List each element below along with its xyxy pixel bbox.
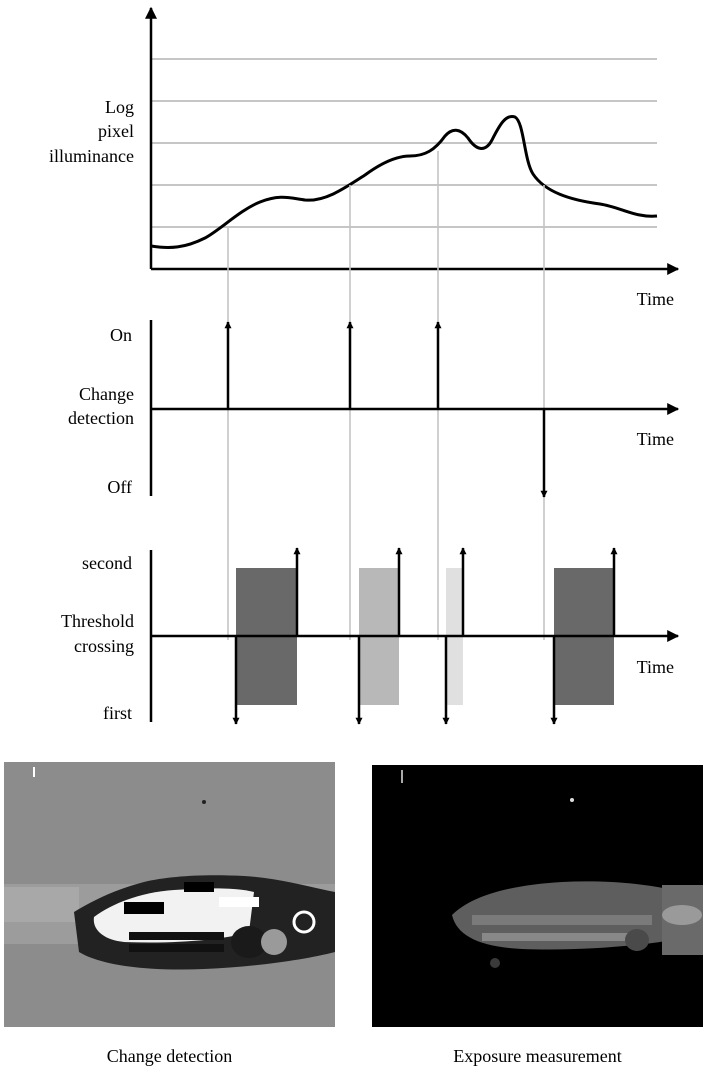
x-axis-label: Time xyxy=(636,429,674,449)
exposure-measurement-image xyxy=(372,765,703,1027)
on-label: On xyxy=(110,325,132,345)
second-label: second xyxy=(82,553,132,573)
illuminance-curve xyxy=(151,116,657,247)
change-detection-plot xyxy=(68,320,678,497)
event-lines xyxy=(228,151,544,640)
illuminance-plot xyxy=(49,8,678,309)
y-axis-label-line-3: illuminance xyxy=(49,146,134,166)
change-detection-image-art xyxy=(4,762,335,1027)
off-label: Off xyxy=(107,477,132,497)
exposure-measurement-image-art xyxy=(372,765,703,1027)
left-image-caption: Change detection xyxy=(106,1046,233,1066)
first-label: first xyxy=(103,703,132,723)
threshold-crossing-plot xyxy=(61,548,678,724)
y-axis-label-line-2: detection xyxy=(68,408,134,428)
x-axis-label: Time xyxy=(636,289,674,309)
y-axis-label-line-2: pixel xyxy=(98,121,134,141)
y-axis-label-line-1: Threshold xyxy=(61,611,134,631)
x-axis-label: Time xyxy=(636,657,674,677)
change-detection-image xyxy=(4,762,335,1027)
y-axis-label-line-2: crossing xyxy=(74,636,134,656)
right-image-caption: Exposure measurement xyxy=(453,1046,622,1066)
y-axis-label-line-1: Log xyxy=(105,97,134,117)
y-axis-label-line-1: Change xyxy=(79,384,134,404)
